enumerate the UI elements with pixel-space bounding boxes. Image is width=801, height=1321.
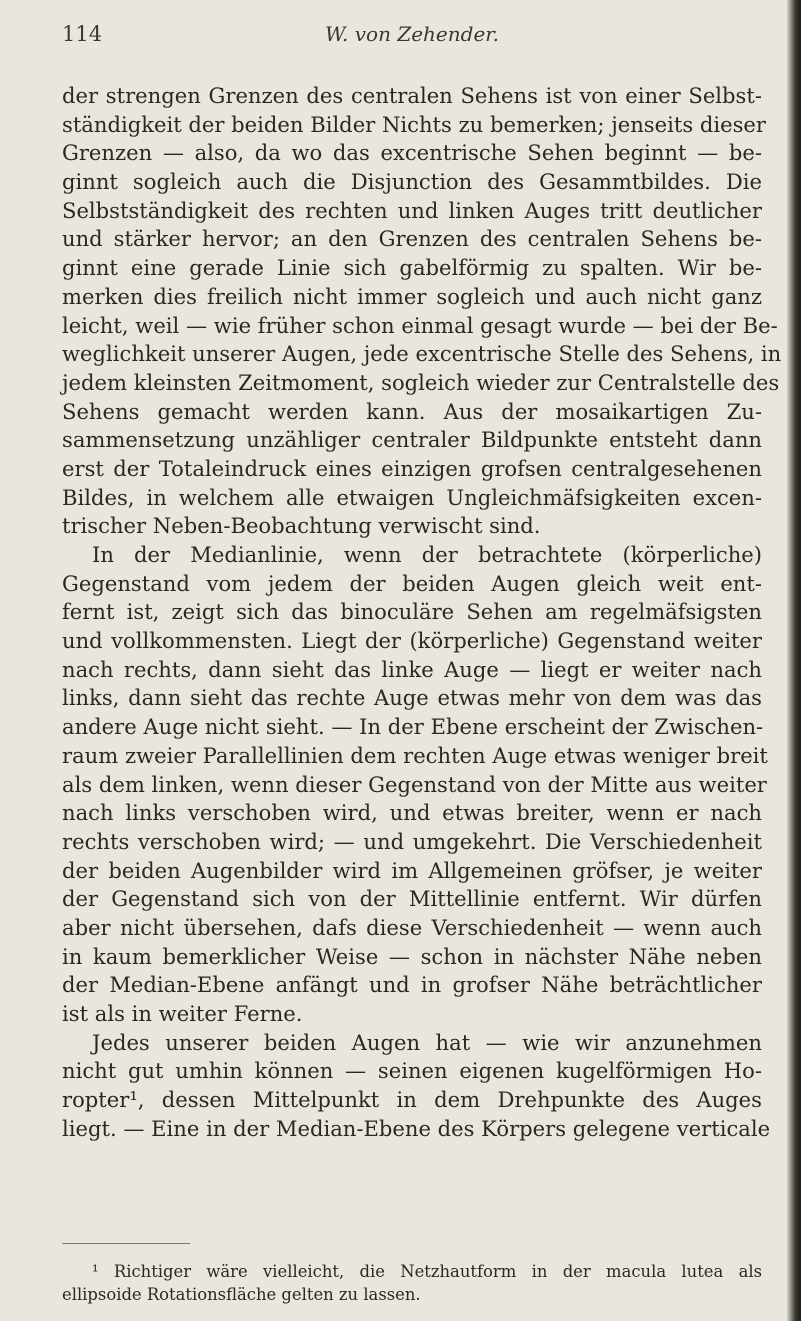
- body-line: liegt. — Eine in der Median-Ebene des Körpers gelegene verticale: [62, 1115, 771, 1141]
- body-line: und stärker hervor; an den Grenzen des centralen Sehens be-: [62, 226, 762, 252]
- body-line: In der Medianlinie, wenn der betrachtete (körperliche): [92, 542, 762, 567]
- footnote-line: ellipsoide Rotationsfläche gelten zu lassen.: [62, 1285, 421, 1304]
- footnote-line: ¹ Richtiger wäre vielleicht, die Netzhautform in der macula lutea als: [92, 1262, 762, 1281]
- body-line: raum zweier Parallellinien dem rechten Auge etwas weniger breit: [62, 742, 768, 768]
- body-line: weglichkeit unserer Augen, jede excentrische Stelle des Sehens, in: [62, 341, 782, 367]
- footnote: [62, 1260, 762, 1306]
- body-line: trischer Neben-Beobachtung verwischt sind.: [62, 513, 541, 539]
- body-line: ropter¹, dessen Mittelpunkt in dem Drehpunkte des Auges: [62, 1087, 762, 1113]
- body-line: Gegenstand vom jedem der beiden Augen gleich weit ent-: [62, 570, 762, 596]
- body-line: Grenzen — also, da wo das excentrische Sehen beginnt — be-: [62, 140, 762, 166]
- page-header: [62, 22, 762, 62]
- body-line: als dem linken, wenn dieser Gegenstand von der Mitte aus weiter: [62, 771, 767, 797]
- body-line: nicht gut umhin können — seinen eigenen kugelförmigen Ho-: [62, 1058, 762, 1084]
- page-number: 114: [62, 22, 103, 46]
- body-line: andere Auge nicht sieht. — In der Ebene erscheint der Zwischen-: [62, 714, 764, 740]
- body-line: der beiden Augenbilder wird im Allgemeinen gröfser, je weiter: [62, 857, 762, 883]
- body-line: leicht, weil — wie früher schon einmal gesagt wurde — bei der Be-: [62, 312, 778, 338]
- body-line: rechts verschoben wird; — und umgekehrt. Die Verschiedenheit: [62, 828, 762, 854]
- body-line: ständigkeit der beiden Bilder Nichts zu bemerken; jenseits dieser: [62, 111, 766, 137]
- body-line: nach links verschoben wird, und etwas breiter, wenn er nach: [62, 800, 762, 826]
- running-title: W. von Zehender.: [324, 22, 500, 46]
- body-line: Sehens gemacht werden kann. Aus der mosaikartigen Zu-: [62, 398, 762, 424]
- body-line: nach rechts, dann sieht das linke Auge — liegt er weiter nach: [62, 656, 762, 682]
- body-line: Selbstständigkeit des rechten und linken Auges tritt deutlicher: [62, 197, 762, 223]
- body-line: fernt ist, zeigt sich das binoculäre Sehen am regelmäfsigsten: [62, 599, 762, 625]
- body-line: in kaum bemerklicher Weise — schon in nächster Nähe neben: [62, 943, 762, 969]
- body-line: sammensetzung unzähliger centraler Bildpunkte entsteht dann: [62, 427, 762, 453]
- body-line: der strengen Grenzen des centralen Sehens ist von einer Selbst-: [62, 83, 762, 108]
- body-line: merken dies freilich nicht immer sogleich und auch nicht ganz: [62, 283, 762, 309]
- body-line: aber nicht übersehen, dafs diese Verschiedenheit — wenn auch: [62, 914, 762, 940]
- body-line: und vollkommensten. Liegt der (körperliche) Gegenstand weiter: [62, 628, 762, 654]
- body-line: Bildes, in welchem alle etwaigen Ungleichmäfsigkeiten excen-: [62, 484, 762, 510]
- body-line: ginnt eine gerade Linie sich gabelförmig zu spalten. Wir be-: [62, 255, 762, 281]
- footnote-separator: [62, 1243, 190, 1244]
- body-line: Jedes unserer beiden Augen hat — wie wir anzunehmen: [92, 1029, 762, 1055]
- body-line: erst der Totaleindruck eines einzigen grofsen centralgesehenen: [62, 455, 762, 481]
- body-line: ginnt sogleich auch die Disjunction des Gesammtbildes. Die: [62, 169, 762, 195]
- body-line: ist als in weiter Ferne.: [62, 1001, 303, 1026]
- page-edge-shadow: [787, 0, 801, 1321]
- body-line: jedem kleinsten Zeitmoment, sogleich wieder zur Centralstelle des: [62, 369, 780, 395]
- body-line: der Median-Ebene anfängt und in grofser Nähe beträchtlicher: [62, 972, 762, 998]
- body-line: der Gegenstand sich von der Mittellinie entfernt. Wir dürfen: [62, 886, 762, 912]
- body-text: [62, 82, 782, 1143]
- body-line: links, dann sieht das rechte Auge etwas mehr von dem was das: [62, 685, 762, 711]
